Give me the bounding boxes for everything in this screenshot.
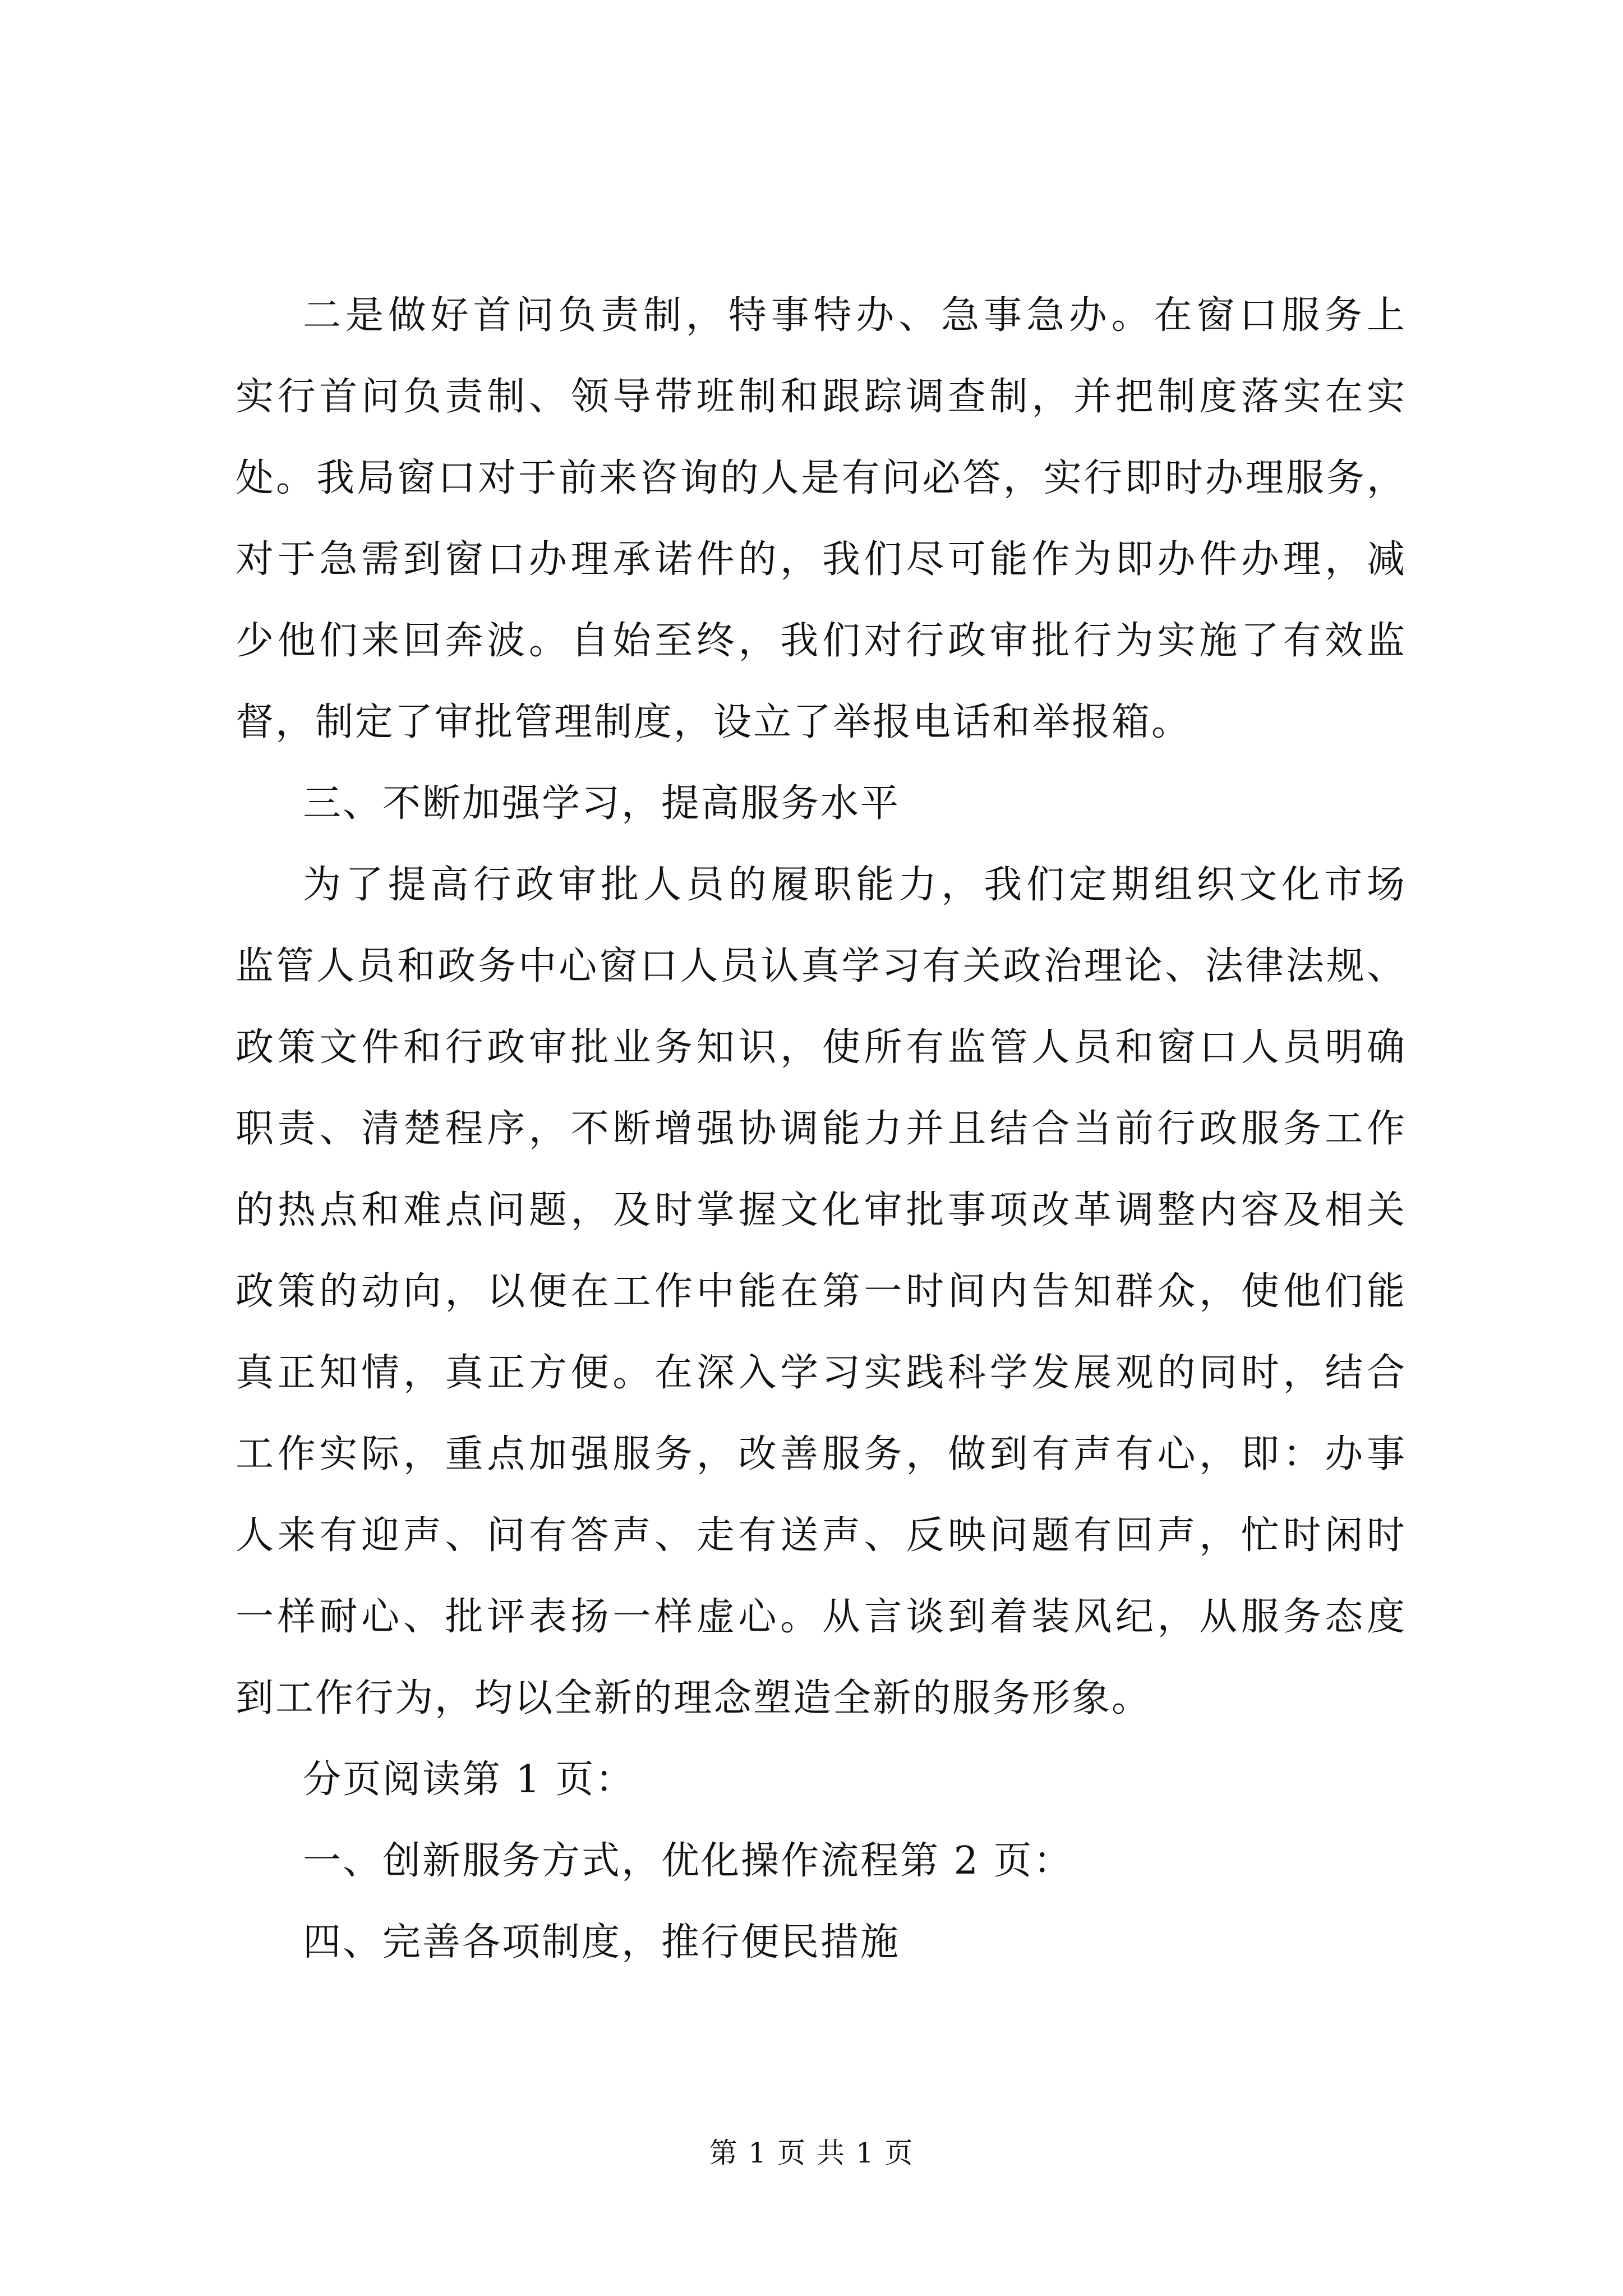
paragraph-line: 真正知情，真正方便。在深入学习实践科学发展观的同时，结合 bbox=[236, 1351, 1405, 1395]
paragraph-line: 二是做好首问负责制，特事特办、急事急办。在窗口服务上 bbox=[303, 293, 1405, 338]
paragraph-line: 督，制定了审批管理制度，设立了举报电话和举报箱。 bbox=[236, 700, 1192, 744]
pagination-note: 一、创新服务方式，优化操作流程第 2 页： bbox=[303, 1839, 1073, 1883]
paragraph-line: 监管人员和政务中心窗口人员认真学习有关政治理论、法律法规、 bbox=[236, 944, 1405, 988]
paragraph-line: 为了提高行政审批人员的履职能力，我们定期组织文化市场 bbox=[303, 863, 1405, 907]
paragraph-line: 的热点和难点问题，及时掌握文化审批事项改革调整内容及相关 bbox=[236, 1188, 1405, 1232]
paragraph-line: 工作实际，重点加强服务，改善服务，做到有声有心，即：办事 bbox=[236, 1432, 1405, 1476]
page-footer: 第 1 页 共 1 页 bbox=[709, 2137, 914, 2169]
paragraph-line: 职责、清楚程序，不断增强协调能力并且结合当前行政服务工作 bbox=[236, 1107, 1405, 1151]
section-heading: 三、不断加强学习，提高服务水平 bbox=[303, 781, 901, 826]
paragraph-line: 政策的动向，以便在工作中能在第一时间内告知群众，使他们能 bbox=[236, 1269, 1405, 1314]
paragraph-line: 一样耐心、批评表扬一样虚心。从言谈到着装风纪，从服务态度 bbox=[236, 1595, 1405, 1639]
section-heading: 四、完善各项制度，推行便民措施 bbox=[303, 1920, 901, 1964]
paragraph-line: 处。我局窗口对于前来咨询的人是有问必答，实行即时办理服务， bbox=[236, 456, 1405, 500]
paragraph-line: 人来有迎声、问有答声、走有送声、反映问题有回声，忙时闲时 bbox=[236, 1513, 1405, 1558]
paragraph-line: 到工作行为，均以全新的理念塑造全新的服务形象。 bbox=[236, 1676, 1152, 1720]
paragraph-line: 政策文件和行政审批业务知识，使所有监管人员和窗口人员明确 bbox=[236, 1025, 1405, 1070]
paragraph-line: 少他们来回奔波。自始至终，我们对行政审批行为实施了有效监 bbox=[236, 619, 1405, 663]
paragraph-line: 实行首问负责制、领导带班制和跟踪调查制，并把制度落实在实 bbox=[236, 375, 1405, 419]
paragraph-line: 对于急需到窗口办理承诺件的，我们尽可能作为即办件办理，减 bbox=[236, 537, 1405, 582]
pagination-note: 分页阅读第 1 页： bbox=[303, 1757, 635, 1802]
